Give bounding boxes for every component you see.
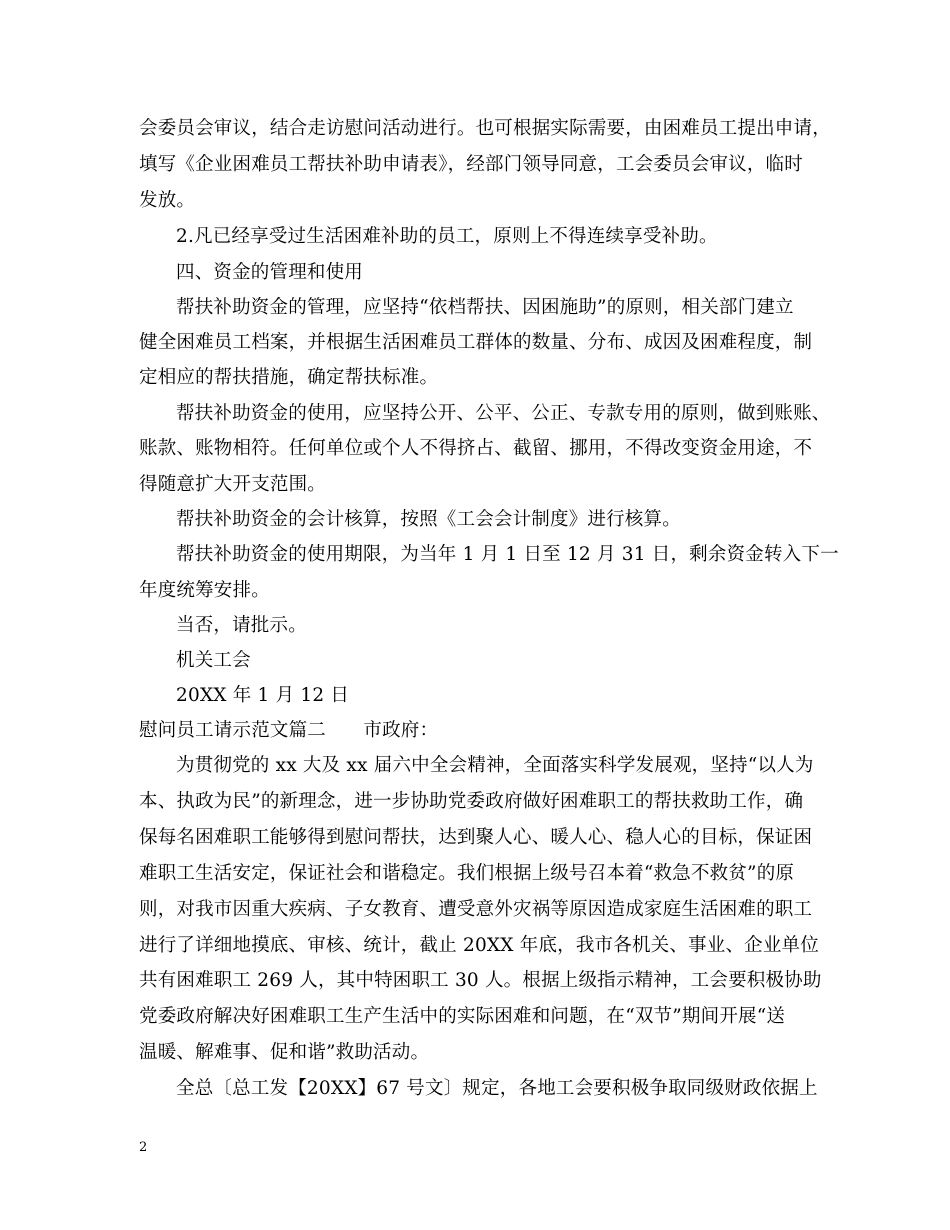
text-line: 健全困难员工档案，并根据生活困难员工群体的数量、分布、成因及困难程度，制	[139, 332, 813, 353]
signature-org: 机关工会	[176, 650, 251, 671]
text-line: 得随意扩大开支范围。	[139, 474, 327, 495]
text-line: 填写《企业困难员工帮扶补助申请表》，经部门领导同意，工会委员会审议，临时	[139, 154, 803, 175]
text-line: 党委政府解决好困难职工生产生活中的实际困难和问题，在“双节”期间开展“送	[139, 1006, 786, 1027]
text-line: 帮扶补助资金的管理，应坚持“依档帮扶、因困施助”的原则，相关部门建立	[176, 297, 794, 318]
section-heading: 四、资金的管理和使用	[176, 262, 364, 283]
text-line: 账款、账物相符。任何单位或个人不得挤占、截留、挪用，不得改变资金用途，不	[139, 438, 813, 459]
text-line: 保每名困难职工能够得到慰问帮扶，达到聚人心、暖人心、稳人心的目标，保证困	[139, 827, 813, 848]
text-line: 进行了详细地摸底、审核、统计，截止 20XX 年底，我市各机关、事业、企业单位	[139, 935, 819, 956]
section-title: 慰问员工请示范文篇二 市政府：	[139, 720, 439, 741]
text-line: 则，对我市因重大疾病、子女教育、遭受意外灾祸等原因造成家庭生活困难的职工	[139, 899, 813, 920]
text-line: 温暖、解难事、促和谐”救助活动。	[139, 1042, 430, 1063]
text-line: 年度统筹安排。	[139, 580, 270, 601]
text-line: 帮扶补助资金的会计核算，按照《工会会计制度》进行核算。	[176, 509, 681, 530]
text-line: 2.凡已经享受过生活困难补助的员工，原则上不得连续享受补助。	[176, 226, 718, 247]
text-line: 帮扶补助资金的使用，应坚持公开、公平、公正、专款专用的原则，做到账账、	[176, 403, 831, 424]
text-line: 发放。	[139, 190, 196, 211]
text-line: 会委员会审议，结合走访慰问活动进行。也可根据实际需要，由困难员工提出申请，	[139, 118, 831, 139]
text-line: 当否，请批示。	[176, 615, 307, 636]
date-line: 20XX 年 1 月 12 日	[176, 685, 350, 706]
text-line: 帮扶补助资金的使用期限，为当年 1 月 1 日至 12 月 31 日，剩余资金转入下一	[176, 544, 839, 565]
text-line: 共有困难职工 269 人，其中特困职工 30 人。根据上级指示精神，工会要积极协助	[139, 970, 822, 991]
text-line: 本、执政为民”的新理念，进一步协助党委政府做好困难职工的帮扶救助工作，确	[139, 791, 804, 812]
text-line: 全总〔总工发【20XX】67 号文〕规定，各地工会要积极争取同级财政依据上	[176, 1078, 818, 1099]
text-line: 难职工生活安定，保证社会和谐稳定。我们根据上级号召本着“救急不救贫”的原	[139, 863, 795, 884]
text-line: 为贯彻党的 xx 大及 xx 届六中全会精神，全面落实科学发展观，坚持“以人为	[176, 755, 814, 776]
text-line: 定相应的帮扶措施，确定帮扶标准。	[139, 367, 439, 388]
page-number: 2	[139, 1140, 148, 1155]
